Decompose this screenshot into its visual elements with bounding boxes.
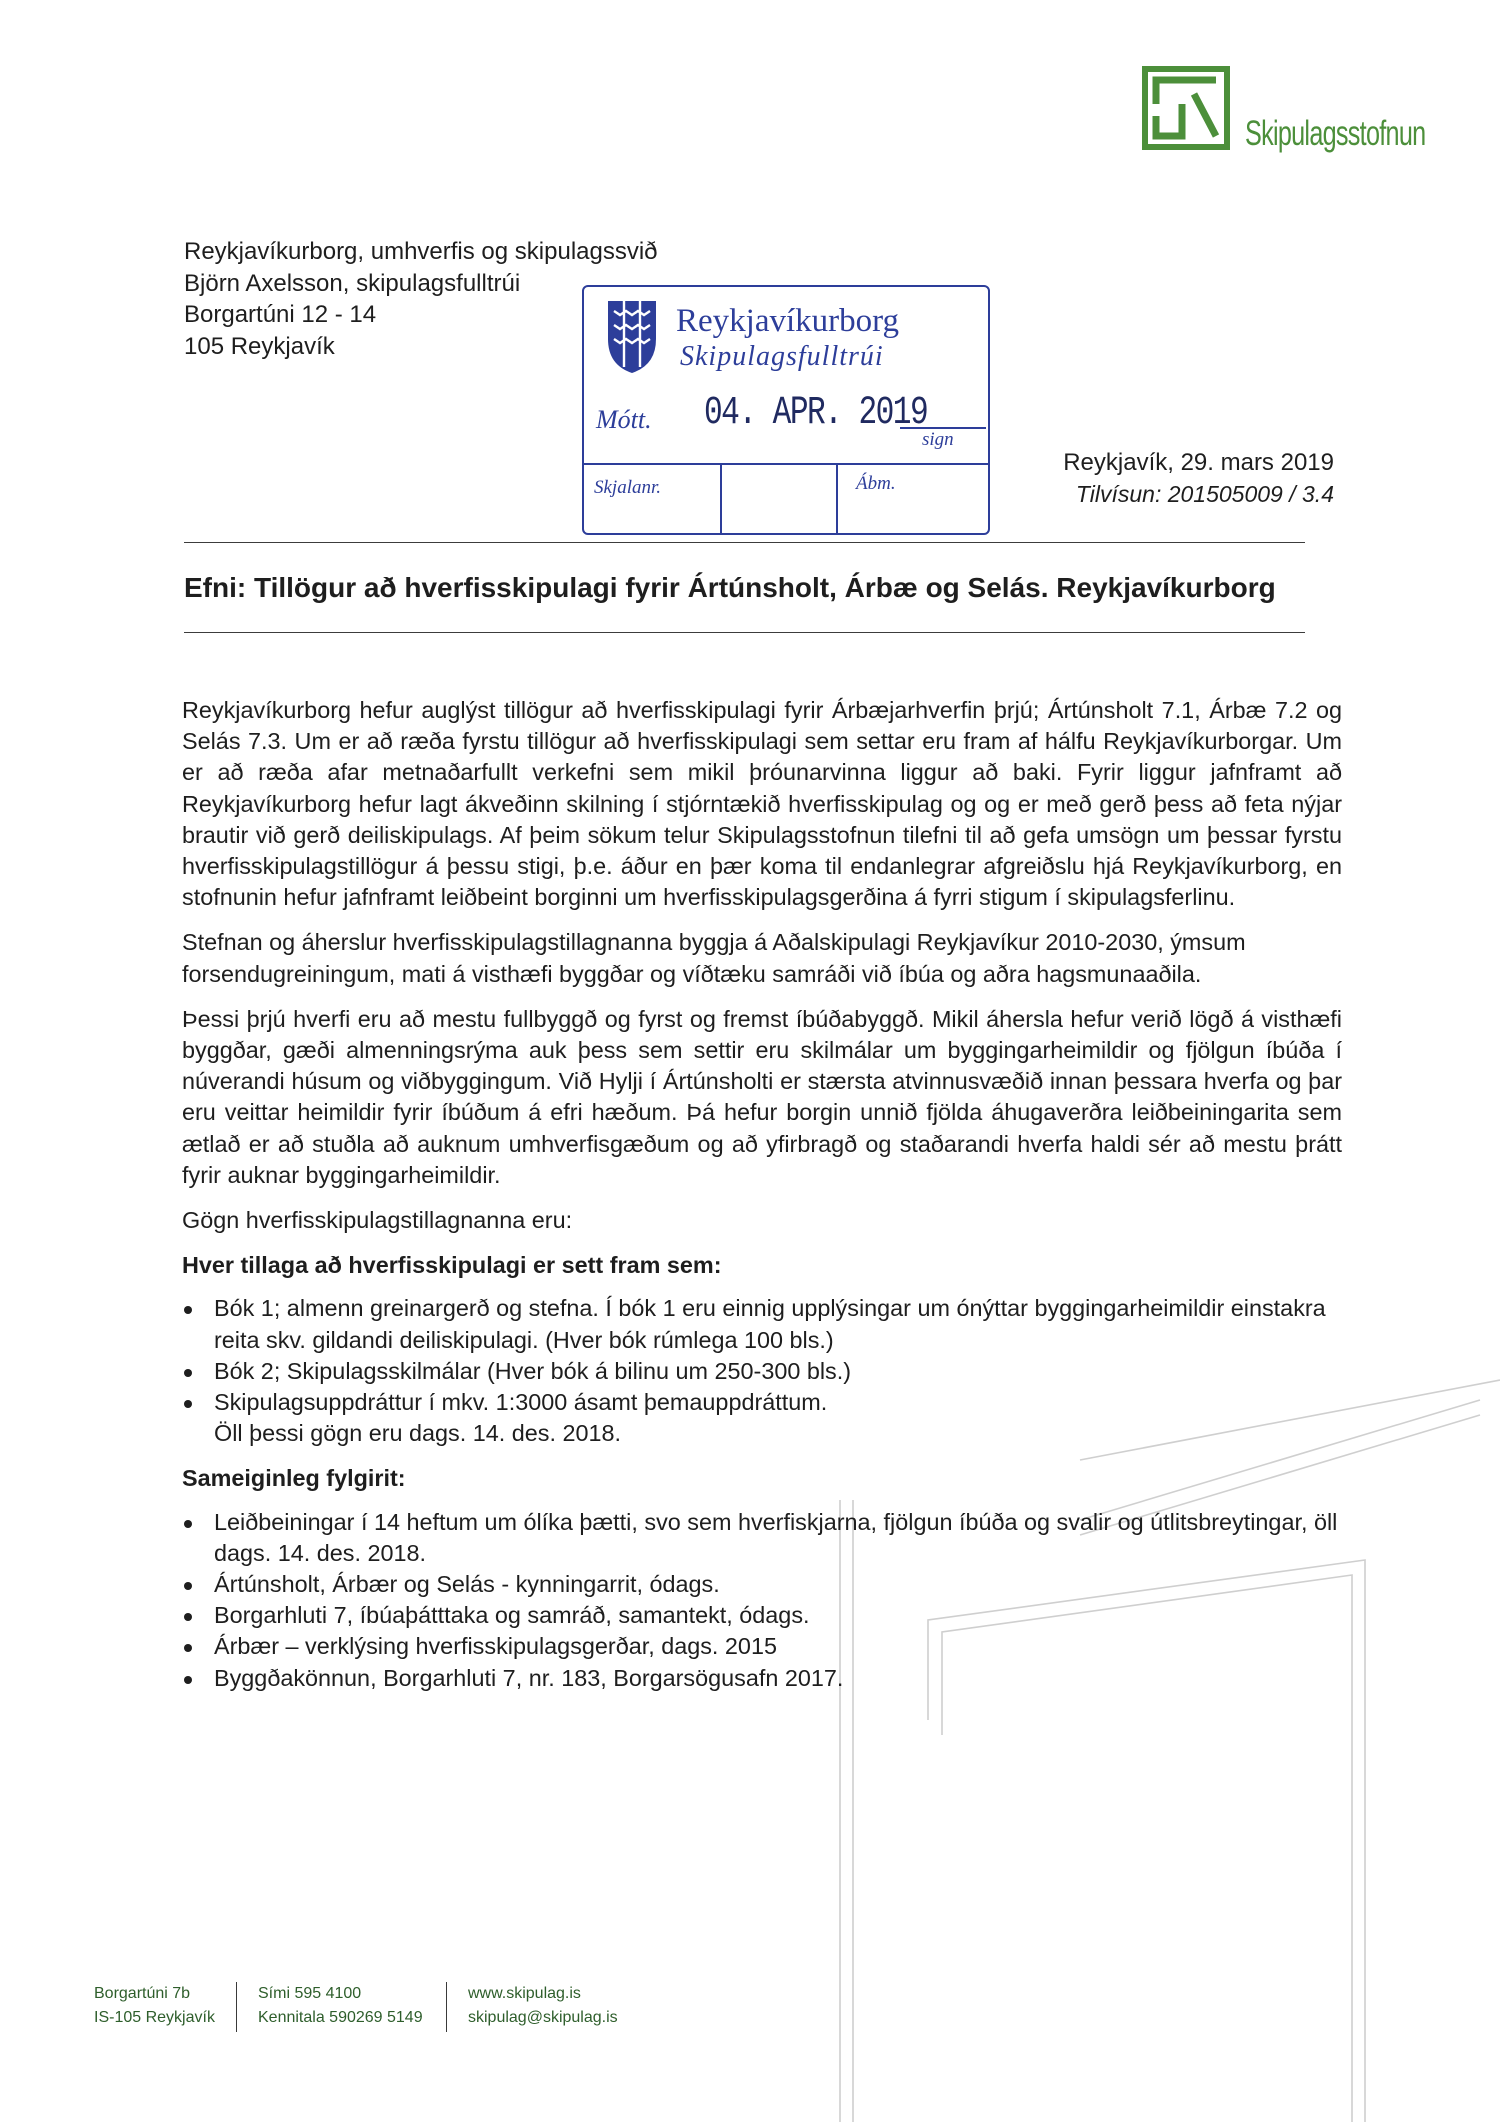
footer-contact [258, 1982, 423, 2030]
brand-name: Skipulagsstofnun [1245, 114, 1426, 153]
stamp-received-date: 04. APR. 2019 [704, 391, 928, 436]
list-item: Skipulagsuppdráttur í mkv. 1:3000 ásamt þemauppdráttum. [182, 1387, 1342, 1418]
body-paragraph: Gögn hverfisskipulagstillagnanna eru: [182, 1207, 573, 1234]
documents-list [182, 1293, 1342, 1449]
footer-divider [236, 1982, 237, 2032]
letter-body [182, 695, 1342, 1708]
list-item: Borgarhluti 7, íbúaþátttaka og samráð, samantekt, ódags. [182, 1600, 1342, 1631]
stamp-divider [720, 463, 722, 533]
stamp-sign-label: sign [922, 429, 954, 450]
stamp-divider [836, 463, 838, 533]
letter-subject: Efni: Tillögur að hverfisskipulagi fyrir Ártúnsholt, Árbæ og Selás. Reykjavíkurborg [184, 572, 1276, 603]
letter-reference: Tilvísun: 201505009 / 3.4 [1075, 481, 1334, 507]
footer-address [94, 1982, 215, 2030]
recipient-line: Reykjavíkurborg, umhverfis og skipulagssvið [184, 238, 658, 265]
body-paragraph: Reykjavíkurborg hefur auglýst tillögur að hverfisskipulagi fyrir Árbæjarhverfin þrjú; Ártúnsholt 7.1, Árbæ 7.2 og Selás 7.3. Um er að ræða fyrstu tillögur að hverfisskipulagi sem settar eru fram af hálfu Reykjavíkurborgar. Um er að ræða afar metnaðarfullt verkefni sem mikil þróunarvinna liggur að baki. Fyrir liggur jafnframt að Reykjavíkurborg hefur lagt ákveðinn skilning í stjórntækið hverfisskipulag og og er með gerð þess að feta nýjar brautir við gerð deiliskipulags. Af þeim sökum telur Skipulagsstofnun tilefni til að gefa umsögn um þessar fyrstu hverfisskipulagstillögur á þessu stigi, þ.e. áður en þær koma til endanlegrar afgreiðslu hjá Reykjavíkurborg, en stofnunin hefur jafnframt leiðbeint borginni um hverfisskipulagsgerðina á fyrri stigum í skipulagsferlinu. [182, 697, 1342, 911]
footer-email-link[interactable]: skipulag@skipulag.is [468, 2009, 618, 2026]
footer-divider [446, 1982, 447, 2032]
footer-website-link[interactable]: www.skipulag.is [468, 1985, 581, 2002]
city-crest-icon [604, 295, 660, 375]
section-heading: Hver tillaga að hverfisskipulagi er sett fram sem: [182, 1252, 722, 1279]
stamp-responsible-label: Ábm. [856, 473, 896, 494]
list-item: Leiðbeiningar í 14 heftum um ólíka þætti, svo sem hverfiskjarna, fjölgun íbúða og svalir og útlitsbreytingar, öll dags. 14. des. 2018. [182, 1507, 1342, 1569]
footer-address-line: IS-105 Reykjavík [94, 2009, 215, 2026]
stamp-city: Reykjavíkurborg [676, 303, 900, 339]
body-paragraph: Stefnan og áherslur hverfisskipulagstillagnanna byggja á Aðalskipulagi Reykjavíkur 2010-2030, ýmsum forsendugreiningum, mati á visthæfi byggðar og víðtæku samráði við íbúa og aðra hagsmunaaðila. [182, 929, 1246, 987]
list-item: Byggðakönnun, Borgarhluti 7, nr. 183, Borgarsögusafn 2017. [182, 1663, 1342, 1694]
recipient-line: Borgartúni 12 - 14 [184, 301, 377, 328]
date-reference-block [1000, 447, 1334, 509]
stamp-received-label: Mótt. [596, 405, 652, 434]
brand-logo [1142, 66, 1432, 162]
footer-address-line: Borgartúni 7b [94, 1985, 191, 2002]
stamp-department: Skipulagsfulltrúi [680, 341, 884, 372]
attachments-list [182, 1507, 1342, 1694]
footer-phone: Sími 595 4100 [258, 1985, 362, 2002]
list-item: Árbær – verklýsing hverfisskipulagsgerðar, dags. 2015 [182, 1631, 1342, 1662]
received-stamp [582, 285, 990, 535]
recipient-line: 105 Reykjavík [184, 332, 335, 360]
subject-rule-bottom [184, 632, 1305, 633]
section-heading: Sameiginleg fylgirit: [182, 1465, 406, 1492]
list-item: Bók 1; almenn greinargerð og stefna. Í bók 1 eru einnig upplýsingar um ónýttar byggingarheimildir einstakra reita skv. gildandi deiliskipulagi. (Hver bók rúmlega 100 bls.) [182, 1293, 1342, 1355]
stamp-reference-label: Skjalanr. [594, 477, 662, 498]
stamp-divider [584, 463, 988, 465]
body-paragraph: Þessi þrjú hverfi eru að mestu fullbyggð og fyrst og fremst íbúðabyggð. Mikil áhersla hefur verið lögð á visthæfi byggðar, gæði almenningsrýma auk þess sem settir eru skilmálar um byggingarheimildir og fjölgun íbúða í núverandi húsum og viðbyggingum. Við Hylji í Ártúnsholti er stærsta atvinnusvæðið innan þessara hverfa og þar eru veittar heimildir fyrir íbúðum á efri hæðum. Þá hefur borgin unnið fjölda áhugaverðra leiðbeiningarita sem ætlað er að stuðla að auknum umhverfisgæðum og að yfirbragð og staðarandi hverfa haldi sér að mestu þrátt fyrir auknar byggingarheimildir. [182, 1005, 1342, 1188]
subject-rule-top [184, 542, 1305, 543]
footer-id-number: Kennitala 590269 5149 [258, 2009, 423, 2026]
footer-web [468, 1982, 618, 2030]
list-item: Bók 2; Skipulagsskilmálar (Hver bók á bilinu um 250-300 bls.) [182, 1356, 1342, 1387]
list-item: Ártúnsholt, Árbær og Selás - kynningarrit, ódags. [182, 1569, 1342, 1600]
logo-mark-icon [1142, 66, 1230, 150]
letter-date: Reykjavík, 29. mars 2019 [1063, 449, 1334, 476]
list-note: Öll þessi gögn eru dags. 14. des. 2018. [214, 1420, 622, 1447]
recipient-line: Björn Axelsson, skipulagsfulltrúi [184, 269, 521, 297]
